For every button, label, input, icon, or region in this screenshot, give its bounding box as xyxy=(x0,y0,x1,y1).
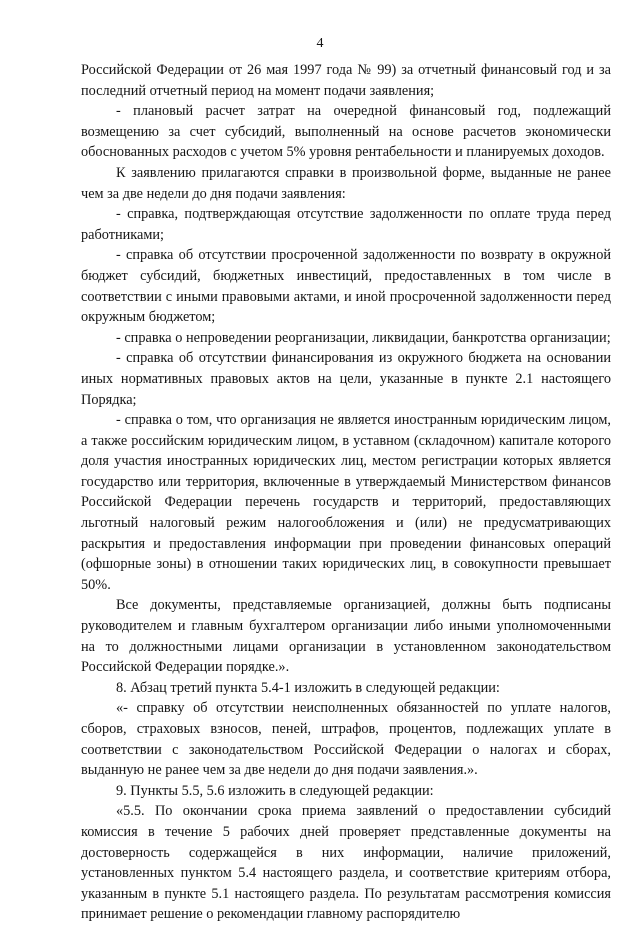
paragraph-certificate-overdue-debt: - справка об отсутствии просроченной задолженности по возврату в окружной бюджет субсидий, бюджетных инвестиций, предоставленных в том числе в соответствии с иными правовыми актами, и иной просроченной задолженности перед окружным бюджетом; xyxy=(81,247,611,326)
paragraph-tax-certificate: «- справку об отсутствии неисполненных обязанностей по уплате налогов, сборов, страховых взносов, пеней, штрафов, процентов, подлежащих уплате в соответствии с законодательством Российской Федерации о налогах и сборах, выданную не ранее чем за две недели до дня подачи заявления.». xyxy=(81,700,611,779)
paragraph-continuation: Российской Федерации от 26 мая 1997 года № 99) за отчетный финансовый год и за последний отчетный период на момент подачи заявления; xyxy=(81,62,611,99)
paragraph-item-9: 9. Пункты 5.5, 5.6 изложить в следующей редакции: xyxy=(116,782,434,799)
paragraph-certificate-foreign-entity: - справка о том, что организация не является иностранным юридическим лицом, а также российским юридическим лицом, в уставном (складочном) капитале которого доля участия иностранных юридических лиц, местом регистрации которых является государство или территория, включенные в утверждаемый Министерством финансов Российской Федерации перечень государств и территорий, предоставляющих льготный налоговый режим налогообложения и (или) не предусматривающих раскрытия и предоставления информации при проведении финансовых операций (офшорные зоны) в отношении таких юридических лиц, в совокупности превышает 50%. xyxy=(81,412,611,593)
document-body xyxy=(81,60,611,925)
paragraph-planned-cost-estimate: - плановый расчет затрат на очередной финансовый год, подлежащий возмещению за счет субсидий, выполненный на основе расчетов экономически обоснованных расходов с учетом 5% уровня рентабельности и планируемых доходов. xyxy=(81,103,611,161)
paragraph-certificate-wage-debt: - справка, подтверждающая отсутствие задолженности по оплате труда перед работниками; xyxy=(81,206,611,243)
paragraph-certificates-intro: К заявлению прилагаются справки в произвольной форме, выданные не ранее чем за две недели до дня подачи заявления: xyxy=(81,164,611,202)
paragraph-documents-signed: Все документы, представляемые организацией, должны быть подписаны руководителем и главным бухгалтером организации либо иными уполномоченными на то должностными лицами организации в установленном законодательством Российской Федерации порядке.». xyxy=(81,597,611,676)
page-number: 4 xyxy=(316,36,324,51)
paragraph-certificate-no-financing: - справка об отсутствии финансирования из окружного бюджета на основании иных нормативных правовых актов на цели, указанные в пункте 2.1 настоящего Порядка; xyxy=(81,350,611,408)
paragraph-clause-5-5: «5.5. По окончании срока приема заявлений о предоставлении субсидий комиссия в течение 5 рабочих дней проверяет представленные документы на достоверность содержащейся в них информации, наличие приложений, установленных пунктом 5.4 настоящего раздела, и соответствие критериям отбора, указанным в пункте 5.1 настоящего раздела. По результатам рассмотрения комиссия принимает решение о рекомендации главному распорядителю xyxy=(81,803,611,923)
paragraph-certificate-reorganization: - справка о непроведении реорганизации, ликвидации, банкротства организации; xyxy=(116,329,611,346)
paragraph-item-8: 8. Абзац третий пункта 5.4-1 изложить в следующей редакции: xyxy=(116,679,500,696)
